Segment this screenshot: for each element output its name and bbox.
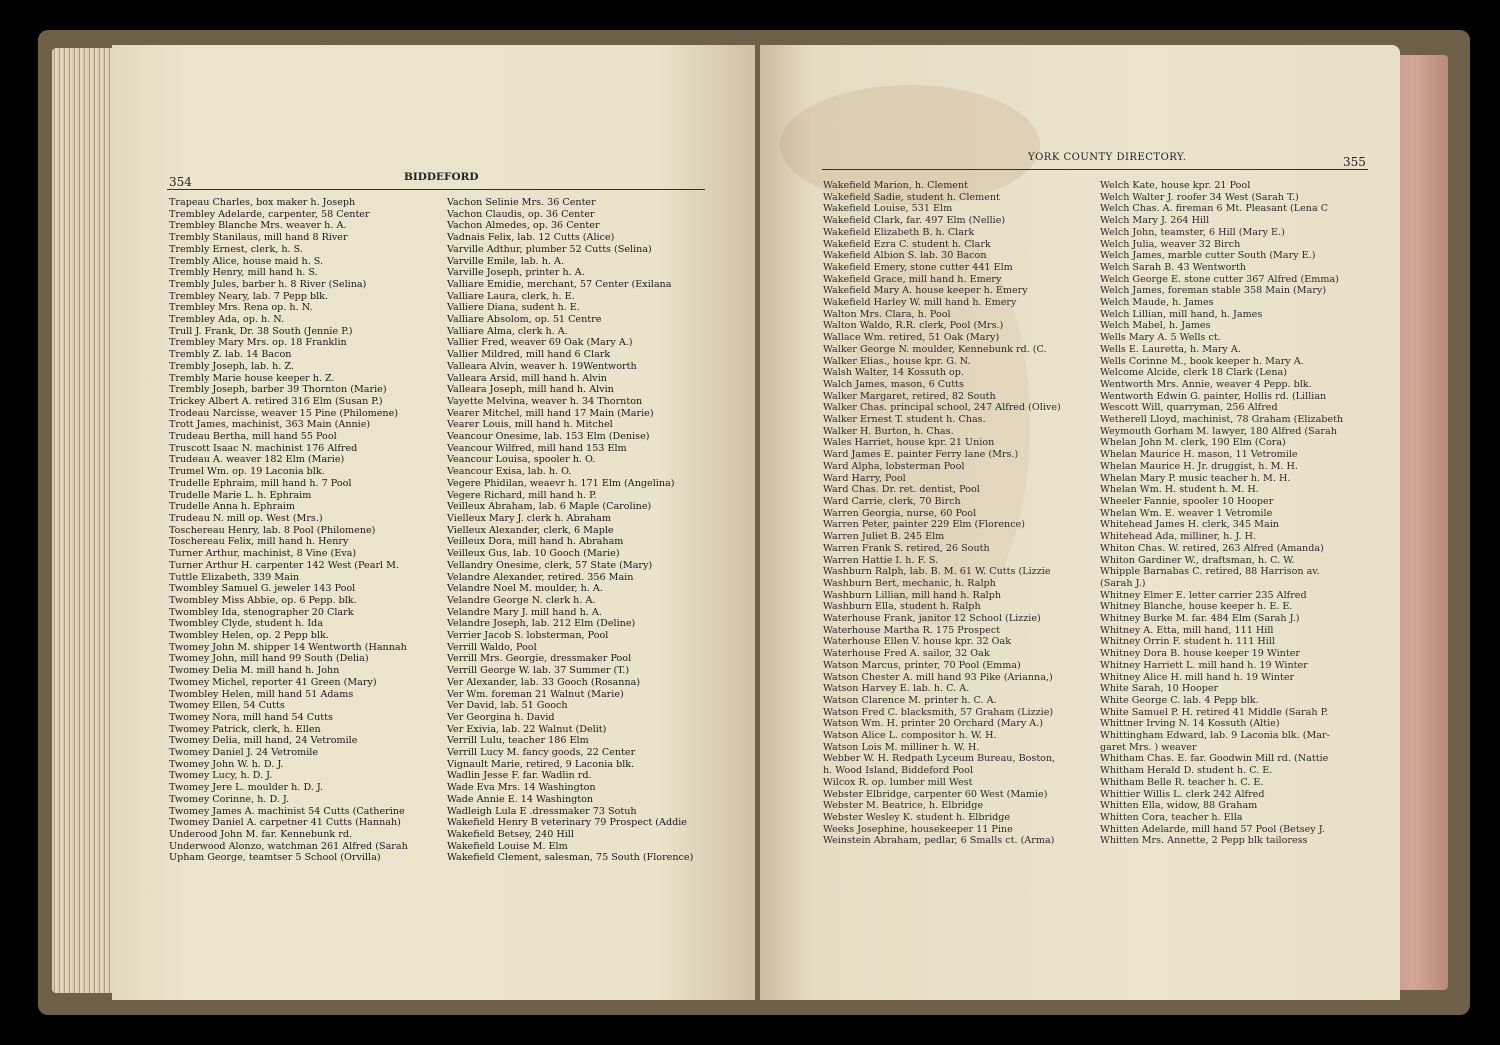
directory-entry: Welch Maude, h. James — [1100, 297, 1214, 309]
directory-entry: Trodeau Narcisse, weaver 15 Pine (Philomene) — [169, 407, 398, 419]
directory-entry: Whitehead James H. clerk, 345 Main — [1100, 519, 1279, 531]
directory-entry: Walker Elias., house kpr. G. N. — [823, 355, 971, 367]
directory-entry: Trembley Neary, lab. 7 Pepp blk. — [169, 290, 329, 302]
directory-entry: Wallace Wm. retired, 51 Oak (Mary) — [823, 332, 1000, 344]
directory-entry: Trembly Stanilaus, mill hand 8 River — [169, 232, 348, 244]
directory-entry: Velandre Joseph, lab. 212 Elm (Deline) — [447, 618, 636, 630]
directory-entry: Vadnais Felix, lab. 12 Cutts (Alice) — [447, 232, 615, 244]
directory-entry: Trapeau Charles, box maker h. Joseph — [169, 197, 356, 208]
directory-entry: Waterhouse Ellen V. house kpr. 32 Oak — [823, 636, 1012, 648]
directory-entry: Wescott Will, quarryman, 256 Alfred — [1100, 402, 1278, 414]
right-column-1 — [823, 180, 1095, 847]
directory-entry: Valleara Alvin, weaver h. 19Wentworth — [447, 360, 637, 372]
directory-entry: Wakefield Mary A. house keeper h. Emery — [823, 285, 1028, 297]
directory-entry: Trull J. Frank, Dr. 38 South (Jennie P.) — [169, 325, 353, 337]
directory-entry: Trudeau A. weaver 182 Elm (Marie) — [169, 454, 345, 466]
directory-entry: Whitney Burke M. far. 484 Elm (Sarah J.) — [1100, 613, 1300, 625]
directory-entry: Varville Emile, lab. h. A. — [447, 255, 565, 267]
directory-entry: Warren Juliet B. 245 Elm — [823, 531, 945, 543]
directory-entry: Welch Mary J. 264 Hill — [1100, 215, 1210, 227]
directory-entry: Watson Clarence M. printer h. C. A. — [823, 694, 997, 706]
directory-entry: Ver Alexander, lab. 33 Gooch (Rosanna) — [447, 676, 641, 688]
directory-entry: Twombley Helen, op. 2 Pepp blk. — [169, 630, 329, 642]
directory-entry: Wakefield Louise, 531 Elm — [823, 203, 953, 215]
directory-entry: Wade Eva Mrs. 14 Washington — [447, 782, 596, 794]
directory-entry: Waterhouse Frank, janitor 12 School (Lizzie) — [823, 613, 1041, 625]
directory-entry: Vachon Claudis, op. 36 Center — [447, 208, 595, 220]
directory-entry: Walker Ernest T. student h. Chas. — [823, 414, 986, 426]
directory-entry: Trudelle Anna h. Ephraim — [169, 501, 295, 513]
page-edges-left — [52, 48, 114, 993]
directory-entry: Valliare Emidie, merchant, 57 Center (Exilana — [447, 278, 672, 290]
directory-entry: Twomey Patrick, clerk, h. Ellen — [169, 723, 321, 735]
directory-entry: Veancour Wilfred, mill hand 153 Elm — [447, 442, 627, 454]
directory-entry: Twomey Nora, mill hand 54 Cutts — [169, 711, 333, 723]
directory-entry: Trembly Joseph, barber 39 Thornton (Marie) — [169, 384, 387, 396]
directory-entry: h. Wood Island, Biddeford Pool — [823, 765, 974, 777]
directory-entry: Weeks Josephine, housekeeper 11 Pine — [823, 823, 1013, 835]
directory-entry: Trumel Wm. op. 19 Laconia blk. — [169, 466, 325, 478]
directory-entry: Watson Lois M. milliner h. W. H. — [823, 741, 980, 753]
directory-entry: Wakefield Henry B veterinary 79 Prospect (Addie — [447, 817, 687, 829]
directory-entry: Walsh Walter, 14 Kossuth op. — [823, 367, 964, 379]
directory-entry: Ver David, lab. 51 Gooch — [447, 700, 568, 712]
directory-entry: Trembly Jules, barber h. 8 River (Selina) — [169, 278, 367, 290]
directory-entry: Valliare Alma, clerk h. A. — [447, 325, 568, 337]
directory-entry: Wilcox R. op. lumber mill West — [823, 776, 973, 788]
directory-entry: Trembly Joseph, lab. h. Z. — [169, 360, 294, 372]
directory-entry: Whitehead Ada, milliner, h. J. H. — [1100, 531, 1257, 543]
directory-entry: Wakefield Marion, h. Clement — [823, 180, 968, 191]
directory-entry: Twombley Clyde, student h. Ida — [169, 618, 324, 630]
directory-entry: Wakefield Elizabeth B. h. Clark — [823, 226, 975, 238]
header-rule — [822, 169, 1368, 170]
directory-entry: Veancour Louisa, spooler h. O. — [447, 454, 596, 466]
directory-entry: Watson Harvey E. lab. h. C. A. — [823, 683, 970, 695]
directory-entry: garet Mrs. ) weaver — [1100, 741, 1197, 753]
directory-entry: Trickey Albert A. retired 316 Elm (Susan P.) — [169, 395, 383, 407]
directory-entry: Wells E. Lauretta, h. Mary A. — [1100, 343, 1241, 355]
directory-entry: Verrill Lulu, teacher 186 Elm — [447, 735, 589, 747]
directory-entry: Welch Sarah B. 43 Wentworth — [1100, 261, 1247, 273]
directory-entry: Webster Elbridge, carpenter 60 West (Mamie) — [823, 788, 1048, 800]
directory-entry: Wentworth Edwin G. painter, Hollis rd. (Lillian — [1100, 390, 1327, 402]
directory-entry: Twomey Lucy, h. D. J. — [169, 770, 273, 782]
directory-entry: Valleara Arsid, mill hand h. Alvin — [447, 372, 607, 384]
directory-entry: Wade Annie E. 14 Washington — [447, 793, 594, 805]
directory-entry: Walker Margaret, retired, 82 South — [823, 390, 996, 402]
directory-entry: Whipple Barnabas C. retired, 88 Harrison av. — [1100, 566, 1320, 578]
directory-entry: Trembly Z. lab. 14 Bacon — [169, 349, 292, 361]
directory-entry: Wetherell Lloyd, machinist, 78 Graham (Elizabeth — [1100, 414, 1344, 426]
directory-entry: Washburn Ella, student h. Ralph — [823, 601, 981, 613]
directory-entry: Whitten Ella, widow, 88 Graham — [1100, 800, 1258, 812]
page-header: BIDDEFORD — [404, 171, 479, 183]
directory-entry: Twomey Michel, reporter 41 Green (Mary) — [169, 676, 377, 688]
directory-entry: Walton Mrs. Clara, h. Pool — [823, 308, 951, 320]
directory-entry: Velandre Mary J. mill hand h. A. — [447, 606, 602, 618]
directory-entry: Whitney Alice H. mill hand h. 19 Winter — [1100, 671, 1295, 683]
directory-entry: Valliare Absolom, op. 51 Centre — [447, 314, 602, 326]
directory-entry: Welch James, marble cutter South (Mary E.) — [1100, 250, 1316, 262]
directory-entry: Wakefield Grace, mill hand h. Emery — [823, 273, 1002, 285]
directory-entry: Varville Joseph, printer h. A. — [447, 267, 585, 279]
directory-entry: Ver Wm. foreman 21 Walnut (Marie) — [447, 688, 624, 700]
directory-entry: Twomey Delia M. mill hand h. John — [169, 665, 340, 677]
directory-entry: Turner Arthur H. carpenter 142 West (Pearl M. — [169, 559, 400, 571]
directory-entry: Webster M. Beatrice, h. Elbridge — [823, 800, 984, 812]
directory-entry: Trembly Ernest, clerk, h. S. — [169, 243, 303, 255]
directory-entry: Truscott Isaac N. machinist 176 Alfred — [169, 442, 358, 454]
directory-entry: Welch Walter J. roofer 34 West (Sarah T.) — [1100, 191, 1299, 203]
directory-entry: Webster Wesley K. student h. Elbridge — [823, 811, 1011, 823]
directory-entry: Whitham Chas. E. far. Goodwin Mill rd. (Nattie — [1100, 753, 1329, 765]
directory-entry: Ver Georgina h. David — [447, 711, 555, 723]
directory-entry: Whitney A. Etta, mill hand, 111 Hill — [1100, 624, 1274, 636]
directory-entry: Wells Mary A. 5 Wells ct. — [1100, 332, 1221, 344]
directory-entry: Twomey Ellen, 54 Cutts — [169, 700, 285, 712]
directory-entry: Whitney Blanche, house keeper h. E. E. — [1100, 601, 1293, 613]
directory-entry: Vielleux Mary J. clerk h. Abraham — [447, 512, 611, 524]
directory-entry: Wadlin Jesse F. far. Wadlin rd. — [447, 770, 592, 782]
directory-entry: Twomey Daniel A. carpetner 41 Cutts (Hannah) — [169, 817, 401, 829]
directory-entry: Twomey James A. machinist 54 Cutts (Catherine — [169, 805, 405, 817]
directory-entry: Ward Chas. Dr. ret. dentist, Pool — [823, 484, 980, 496]
directory-entry: Veilleux Gus, lab. 10 Gooch (Marie) — [447, 548, 620, 560]
directory-entry: Whitney Orrin F. student h. 111 Hill — [1100, 636, 1275, 648]
directory-entry: Trott James, machinist, 363 Main (Annie) — [169, 419, 371, 431]
directory-entry: Whitham Herald D. student h. C. E. — [1100, 765, 1273, 777]
directory-entry: Whitten Mrs. Annette, 2 Pepp blk tailoress — [1100, 835, 1308, 847]
directory-entry: Trembley Mary Mrs. op. 18 Franklin — [169, 337, 347, 349]
directory-entry: Welch James, foreman stable 358 Main (Mary) — [1100, 285, 1327, 297]
directory-entry: Watson Alice L. compositor h. W. H. — [823, 730, 997, 742]
directory-entry: Walker George N. moulder, Kennebunk rd. (C. — [823, 343, 1047, 355]
directory-entry: Wakefield Albion S. lab. 30 Bacon — [823, 250, 987, 262]
directory-entry: Welch Mabel, h. James — [1100, 320, 1211, 332]
directory-entry: Trembley Adelarde, carpenter, 58 Center — [169, 208, 370, 220]
directory-entry: Wentworth Mrs. Annie, weaver 4 Pepp. blk. — [1100, 378, 1312, 390]
directory-entry: Trudeau Bertha, mill hand 55 Pool — [169, 431, 337, 443]
directory-entry: Valliare Laura, clerk, h. E. — [447, 290, 575, 302]
directory-entry: Underood John M. far. Kennebunk rd. — [169, 828, 353, 840]
page-header: YORK COUNTY DIRECTORY. — [1028, 152, 1187, 163]
directory-entry: Trembly Alice, house maid h. S. — [169, 255, 324, 267]
directory-entry: Whelan Wm. E. weaver 1 Vetromile — [1100, 507, 1273, 519]
directory-entry: Webber W. H. Redpath Lyceum Bureau, Boston, — [823, 753, 1056, 765]
directory-entry: Verrill Mrs. Georgie, dressmaker Pool — [447, 653, 632, 665]
directory-entry: Valliere Diana, sudent h. E. — [447, 302, 580, 314]
directory-entry: Ward Carrie, clerk, 70 Birch — [823, 495, 961, 507]
directory-entry: White George C. lab. 4 Pepp blk. — [1100, 694, 1259, 706]
directory-entry: Whittingham Edward, lab. 9 Laconia blk. (Mar- — [1100, 730, 1330, 742]
directory-entry: Whiton Gardiner W., draftsman, h. C. W. — [1100, 554, 1295, 566]
directory-entry: Welch Julia, weaver 32 Birch — [1100, 238, 1241, 250]
directory-entry: Valleara Joseph, mill hand h. Alvin — [447, 384, 614, 396]
directory-entry: Warren Hattie I. h. F. S. — [823, 554, 939, 566]
directory-entry: Washburn Bert, mechanic, h. Ralph — [823, 577, 996, 589]
directory-entry: Twombley Helen, mill hand 51 Adams — [169, 688, 354, 700]
directory-entry: Welch Kate, house kpr. 21 Pool — [1100, 180, 1251, 191]
directory-entry: Whelan Mary P. music teacher h. M. H. — [1100, 472, 1291, 484]
right-column-2 — [1100, 180, 1390, 847]
directory-entry: Trembly Henry, mill hand h. S. — [169, 267, 318, 279]
directory-entry: Whitten Cora, teacher h. Ella — [1100, 811, 1243, 823]
directory-entry: Whiton Chas. W. retired, 263 Alfred (Amanda) — [1100, 542, 1324, 554]
directory-entry: Washburn Lillian, mill hand h. Ralph — [823, 589, 1002, 601]
directory-entry: Velandre Noel M. moulder, h. A. — [447, 583, 603, 595]
directory-entry: Trembly Marie house keeper h. Z. — [169, 372, 335, 384]
directory-entry: Twombley Ida, stenographer 20 Clark — [169, 606, 354, 618]
directory-entry: Whelan John M. clerk, 190 Elm (Cora) — [1100, 437, 1286, 449]
directory-entry: Twombley Samuel G. jeweler 143 Pool — [169, 583, 356, 595]
directory-entry: Tuttle Elizabeth, 339 Main — [169, 571, 300, 583]
directory-entry: Wells Corinne M., book keeper h. Mary A. — [1100, 355, 1304, 367]
header-rule — [167, 189, 705, 190]
directory-entry: Vayette Melvina, weaver h. 34 Thornton — [447, 395, 643, 407]
directory-entry: Trudelle Marie L. h. Ephraim — [169, 489, 312, 501]
directory-entry: Twomey Jere L. moulder h. D. J. — [169, 782, 324, 794]
directory-entry: Warren Peter, painter 229 Elm (Florence) — [823, 519, 1026, 531]
directory-entry: Trembley Blanche Mrs. weaver h. A. — [169, 220, 347, 232]
directory-entry: Wakefield Sadie, student h. Clement — [823, 191, 1000, 203]
directory-entry: Weinstein Abraham, pedlar, 6 Smalls ct. (Arma) — [823, 835, 1055, 847]
directory-entry: Veancour Exisa, lab. h. O. — [447, 466, 572, 478]
directory-entry: Whelan Maurice H. Jr. druggist, h. M. H. — [1100, 460, 1298, 472]
directory-entry: Vallier Mildred, mill hand 6 Clark — [447, 349, 611, 361]
directory-entry: Wakefield Louise M. Elm — [447, 840, 568, 852]
directory-entry: Twomey Delia, mill hand, 24 Vetromile — [169, 735, 358, 747]
directory-entry: Wakefield Clark, far. 497 Elm (Nellie) — [823, 215, 1006, 227]
directory-entry: Whelan Wm. H. student h. M. H. — [1100, 484, 1259, 496]
directory-entry: Waterhouse Fred A. sailor, 32 Oak — [823, 648, 990, 660]
directory-entry: Trudeau N. mill op. West (Mrs.) — [169, 512, 323, 524]
directory-entry: Whelan Maurice H. mason, 11 Vetromile — [1100, 449, 1298, 461]
directory-entry: Walton Waldo, R.R. clerk, Pool (Mrs.) — [823, 320, 1004, 332]
directory-entry: Velandre George N. clerk h. A. — [447, 594, 596, 606]
directory-entry: Walch James, mason, 6 Cutts — [823, 378, 964, 390]
directory-entry: Vielleux Alexander, clerk, 6 Maple — [447, 524, 614, 536]
left-column-2 — [447, 197, 747, 864]
directory-entry: Ver Exivia, lab. 22 Walnut (Delit) — [447, 723, 607, 735]
directory-entry: Veilleux Abraham, lab. 6 Maple (Caroline) — [447, 501, 652, 513]
directory-entry: Varville Adthur, plumber 52 Cutts (Selina) — [447, 243, 652, 255]
directory-entry: Wales Harriet, house kpr. 21 Union — [823, 437, 995, 449]
directory-entry: Vegere Phidilan, weaevr h. 171 Elm (Angelina) — [447, 477, 675, 489]
directory-entry: White Samuel P. H. retired 41 Middle (Sarah P. — [1100, 706, 1329, 718]
page-number: 355 — [1343, 155, 1366, 169]
directory-entry: Vachon Almedes, op. 36 Center — [447, 220, 600, 232]
directory-entry: Watson Fred C. blacksmith, 57 Graham (Lizzie) — [823, 706, 1054, 718]
directory-entry: Vearer Louis, mill hand h. Mitchel — [447, 419, 613, 431]
directory-entry: Trudelle Ephraim, mill hand h. 7 Pool — [169, 477, 352, 489]
directory-entry: Walker Chas. principal school, 247 Alfred (Olive) — [823, 402, 1061, 414]
directory-entry: Twomey John W. h. D. J. — [169, 758, 284, 770]
directory-entry: Verrill George W. lab. 37 Summer (T.) — [447, 665, 630, 677]
directory-entry: Vegere Richard, mill hand h. P. — [447, 489, 597, 501]
directory-entry: Ward Alpha, lobsterman Pool — [823, 460, 965, 472]
directory-entry: Wakefield Clement, salesman, 75 South (Florence) — [447, 852, 694, 864]
directory-entry: Whittier Willis L. clerk 242 Alfred — [1100, 788, 1265, 800]
directory-entry: Trembley Ada, op. h. N. — [169, 314, 285, 326]
directory-entry: Whittner Irving N. 14 Kossuth (Altie) — [1100, 718, 1280, 730]
directory-entry: Ward James E. painter Ferry lane (Mrs.) — [823, 449, 1019, 461]
directory-entry: Watson Wm. H. printer 20 Orchard (Mary A.) — [823, 718, 1044, 730]
directory-entry: Waterhouse Martha R. 175 Prospect — [823, 624, 1001, 636]
directory-entry: Twomey Daniel J. 24 Vetromile — [169, 747, 319, 759]
directory-entry: Toschereau Henry, lab. 8 Pool (Philomene) — [169, 524, 376, 536]
directory-entry: Whitney Elmer E. letter carrier 235 Alfred — [1100, 589, 1307, 601]
directory-entry: Wakefield Ezra C. student h. Clark — [823, 238, 991, 250]
directory-entry: Washburn Ralph, lab. B. M. 61 W. Cutts (Lizzie — [823, 566, 1051, 578]
directory-entry: Veancour Onesime, lab. 153 Elm (Denise) — [447, 431, 650, 443]
directory-entry: Wakefield Emery, stone cutter 441 Elm — [823, 261, 1013, 273]
directory-entry: Whitney Dora B. house keeper 19 Winter — [1100, 648, 1300, 660]
directory-entry: Upham George, teamtser 5 School (Orvilla) — [169, 852, 381, 864]
left-column-1 — [169, 197, 441, 864]
directory-entry: Vellandry Onesime, clerk, 57 State (Mary) — [447, 559, 653, 571]
directory-entry: Warren Frank S. retired, 26 South — [823, 542, 990, 554]
directory-entry: Wheeler Fannie, spooler 10 Hooper — [1100, 495, 1274, 507]
right-page — [760, 45, 1400, 1000]
directory-entry: Veilleux Dora, mill hand h. Abraham — [447, 536, 624, 548]
directory-entry: Verrier Jacob S. lobsterman, Pool — [447, 630, 609, 642]
page-number: 354 — [169, 175, 192, 189]
directory-entry: Watson Marcus, printer, 70 Pool (Emma) — [823, 659, 1021, 671]
directory-entry: Vallier Fred, weaver 69 Oak (Mary A.) — [447, 337, 633, 349]
directory-entry: Twomey John, mill hand 99 South (Delia) — [169, 653, 369, 665]
directory-entry: Twomey John M. shipper 14 Wentworth (Hannah — [169, 641, 407, 653]
directory-entry: Wadleigh Lula E .dressmaker 73 Sotuh — [447, 805, 637, 817]
directory-entry: Walker H. Burton, h. Chas. — [823, 425, 954, 437]
directory-entry: Toschereau Felix, mill hand h. Henry — [169, 536, 349, 548]
directory-entry: Welch John, teamster, 6 Hill (Mary E.) — [1100, 226, 1285, 238]
directory-entry: Whitten Adelarde, mill hand 57 Pool (Betsey J. — [1100, 823, 1325, 835]
directory-entry: Welch Chas. A. fireman 6 Mt. Pleasant (Lena C — [1100, 203, 1329, 215]
directory-entry: Welcome Alcide, clerk 18 Clark (Lena) — [1100, 367, 1287, 379]
directory-entry: Underwood Alonzo, watchman 261 Alfred (Sarah — [169, 840, 408, 852]
directory-entry: Vignault Marie, retired, 9 Laconia blk. — [447, 758, 635, 770]
directory-entry: Twombley Miss Abbie, op. 6 Pepp. blk. — [169, 594, 357, 606]
directory-entry: Welch George E. stone cutter 367 Alfred (Emma) — [1100, 273, 1339, 285]
directory-entry: Welch Lillian, mill hand, h. James — [1100, 308, 1263, 320]
directory-entry: Whitney Harriett L. mill hand h. 19 Winter — [1100, 659, 1308, 671]
directory-entry: Trembley Mrs. Rena op. h. N. — [169, 302, 313, 314]
directory-entry: Turner Arthur, machinist, 8 Vine (Eva) — [169, 548, 357, 560]
directory-entry: White Sarah, 10 Hooper — [1100, 683, 1219, 695]
directory-entry: Verrill Lucy M. fancy goods, 22 Center — [447, 747, 636, 759]
directory-entry: Weymouth Gorham M. lawyer, 180 Alfred (Sarah — [1100, 425, 1337, 437]
directory-entry: Wakefield Harley W. mill hand h. Emery — [823, 297, 1017, 309]
directory-entry: Vearer Mitchel, mill hand 17 Main (Marie) — [447, 407, 654, 419]
directory-entry: Whitham Belle R. teacher h. C. E. — [1100, 776, 1264, 788]
directory-entry: (Sarah J.) — [1100, 577, 1146, 589]
directory-entry: Vachon Selinie Mrs. 36 Center — [447, 197, 596, 208]
directory-entry: Velandre Alexander, retired. 356 Main — [447, 571, 634, 583]
directory-entry: Warren Georgia, nurse, 60 Pool — [823, 507, 977, 519]
directory-entry: Ward Harry, Pool — [823, 472, 906, 484]
directory-entry: Twomey Corinne, h. D. J. — [169, 793, 290, 805]
left-page — [112, 45, 755, 1000]
directory-entry: Watson Chester A. mill hand 93 Pike (Arianna,) — [823, 671, 1053, 683]
directory-entry: Wakefield Betsey, 240 Hill — [447, 828, 574, 840]
directory-entry: Verrill Waldo, Pool — [447, 641, 537, 653]
